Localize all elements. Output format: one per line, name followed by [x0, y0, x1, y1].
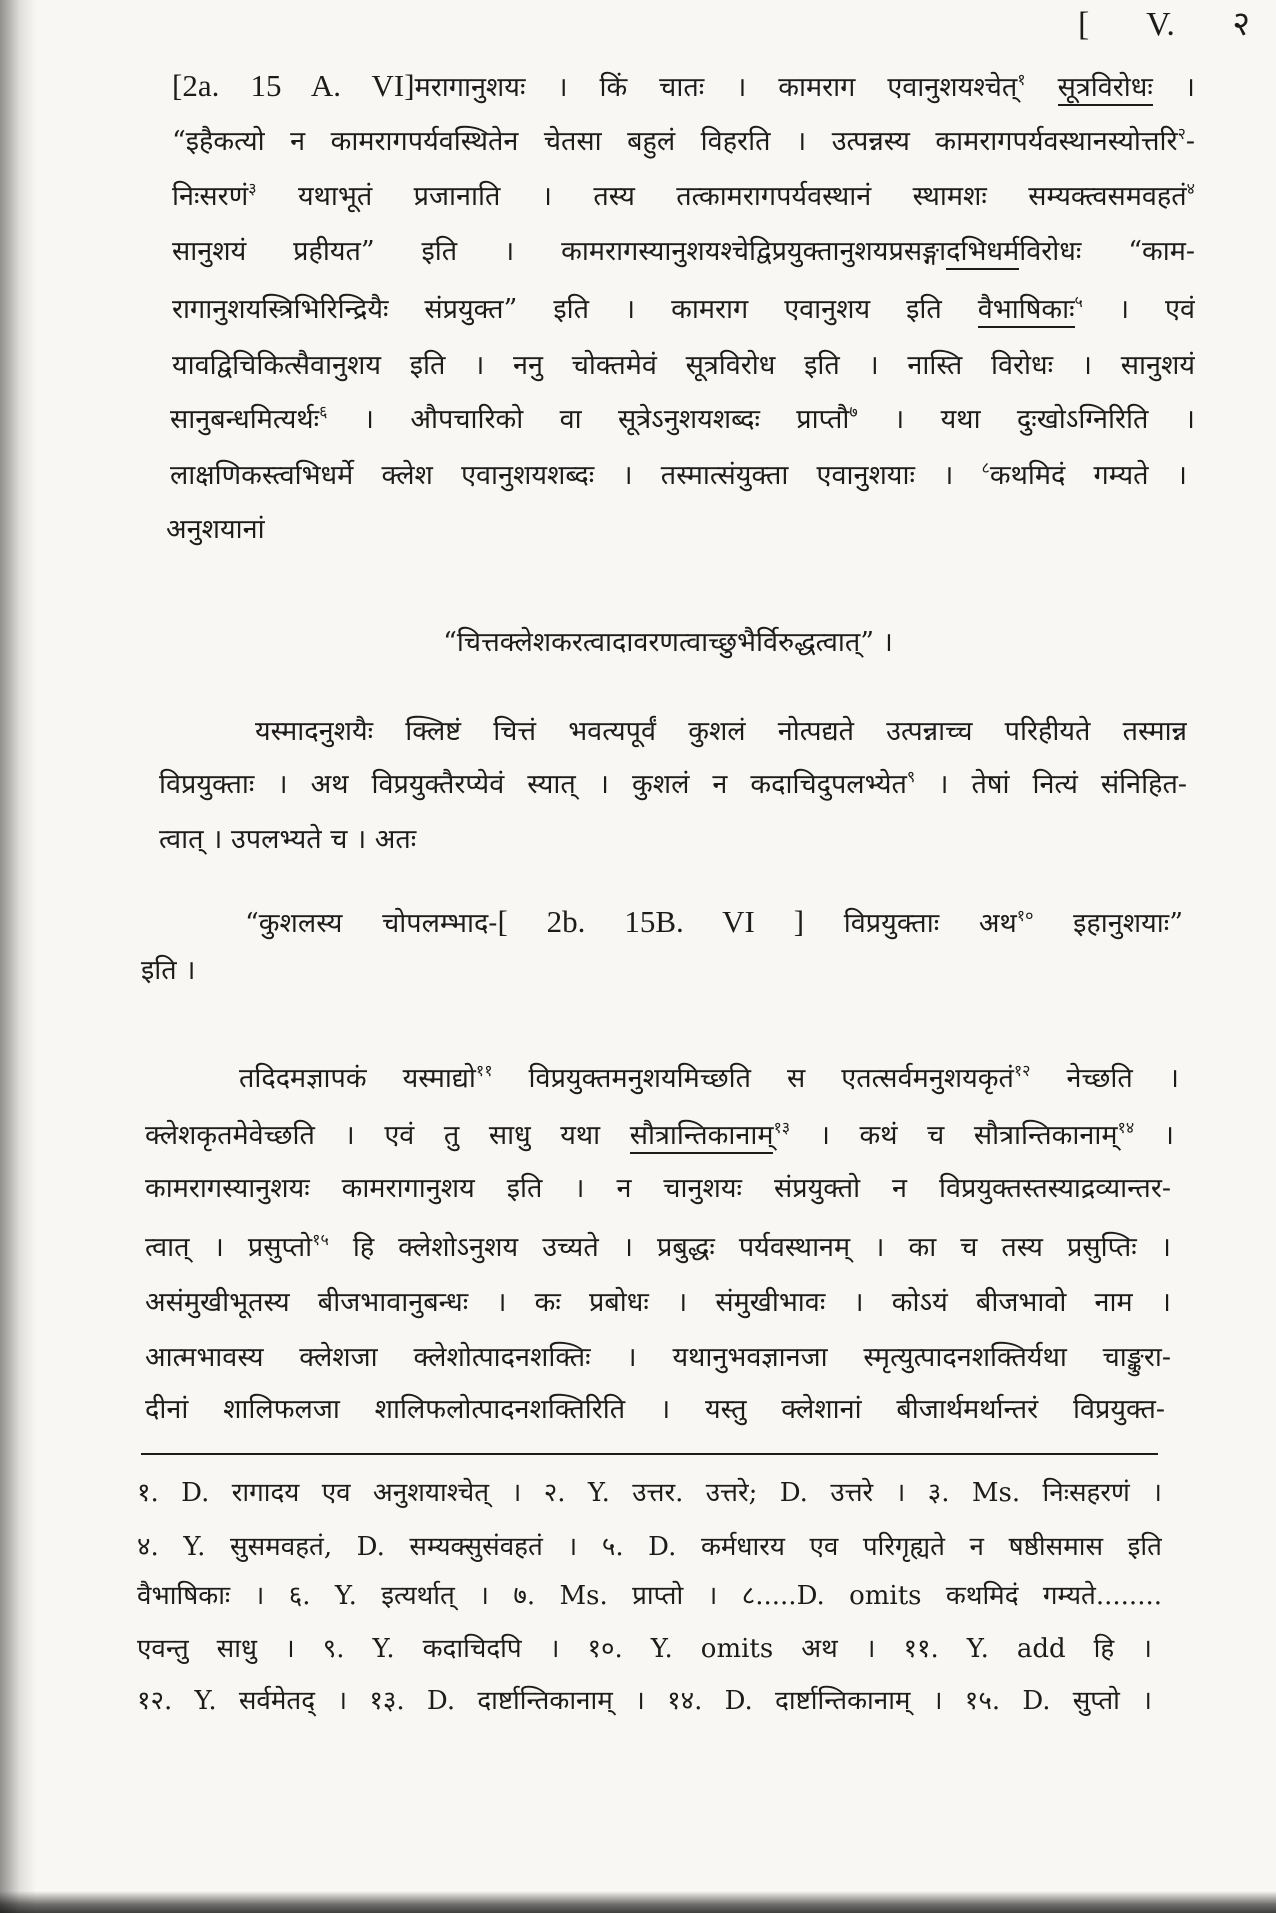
line-text [137, 1676, 1152, 1726]
text-line [145, 1223, 1171, 1273]
text-run: यस्मादनुशयैः क्लिष्टं चित्तं भवत्यपूर्वं कुशलं नोत्पद्यते उत्पन्नाच्च परिहीयते तस्मान्न [255, 716, 1187, 747]
footnote-rule [141, 1453, 1158, 1455]
text-line [172, 117, 1195, 167]
footnote-line [137, 1624, 1152, 1674]
text-line [145, 1278, 1171, 1328]
footnote-marker: ४ [1186, 179, 1195, 198]
text-run: “चित्तक्लेशकरत्वादावरणत्वाच्छुभैर्विरुद्धत्वात्” । [443, 627, 893, 658]
text-run: लाक्षणिकस्त्वभिधर्मे क्लेश एवानुशयशब्दः । तस्मात्संयुक्ता एवानुशयाः । [170, 460, 982, 491]
text-run: सानुबन्धमित्यर्थः [170, 404, 320, 435]
line-text [137, 1571, 1162, 1621]
line-text [137, 1468, 1162, 1518]
text-run: क्लेशकृतमेवेच्छति । एवं तु साधु यथा [145, 1120, 630, 1151]
line-text [145, 1111, 1174, 1161]
line-text [255, 707, 1187, 757]
text-run: इति । [141, 955, 196, 986]
text-run: दीनां शालिफलजा शालिफलोत्पादनशक्तिरिति । यस्तु क्लेशानां बीजार्थमर्थान्तरं विप्रयुक्त- [145, 1394, 1165, 1425]
text-run: यथाभूतं प्रजानाति । तस्य तत्कामरागपर्यवस्थानं स्थामशः सम्यक्त्वसमवहतं [256, 181, 1187, 212]
manuscript-folio-ref: [ 2b. 15B. VI ] [497, 904, 805, 939]
line-text [245, 897, 1183, 947]
footnote-marker: ११ [475, 1061, 493, 1080]
text-run: इहानुशयाः” [1033, 908, 1183, 939]
line-text [137, 1624, 1152, 1674]
text-line [172, 341, 1195, 391]
line-text [170, 451, 1187, 501]
line-text [141, 946, 195, 996]
footnote-marker: ८ [981, 458, 990, 477]
text-run: निःसरणं [172, 181, 249, 212]
text-line [145, 1333, 1171, 1383]
footnote-marker: १४ [1117, 1118, 1135, 1137]
footnote-text: वैभाषिकाः । ६. Y. इत्यर्थात् । ७. Ms. प्राप्तो । ८.....D. omits कथमिदं गम्यते........ [137, 1581, 1162, 1611]
footnote-text: एवन्तु साधु । ९. Y. कदाचिदपि । १०. Y. omits अथ । ११. Y. add हि । [137, 1634, 1152, 1664]
line-text [145, 1164, 1171, 1214]
line-text [172, 227, 1195, 277]
line-text [172, 117, 1195, 167]
text-line [145, 1385, 1165, 1435]
text-run: नेच्छति । [1030, 1063, 1179, 1094]
text-run: यावद्विचिकित्सैवानुशय इति । ननु चोक्तमेवं सूत्रविरोध इति । नास्ति विरोधः । सानुशयं [172, 350, 1195, 381]
verse-quote [300, 618, 1036, 668]
footnote-marker: १२ [1013, 1061, 1031, 1080]
text-line [170, 395, 1195, 445]
text-run: - [1185, 126, 1195, 157]
underlined-term: सौत्रान्तिकानाम् [630, 1120, 774, 1154]
text-run: । यथा दुःखोऽग्निरिति । [857, 404, 1195, 435]
footnote-marker: ९ [906, 767, 916, 786]
text-run [1026, 72, 1058, 103]
text-run: । कथं च सौत्रान्तिकानाम् [790, 1120, 1118, 1151]
underlined-term: सूत्रविरोधः [1058, 72, 1153, 106]
footnote-line [137, 1468, 1162, 1518]
text-run: । औपचारिको वा सूत्रेऽनुशयशब्दः प्राप्तौ [327, 404, 850, 435]
text-line [172, 61, 1195, 111]
text-run: कामरागस्यानुशयः कामरागानुशय इति । न चानुशयः संप्रयुक्तो न विप्रयुक्तस्तस्याद्रव्यान्तर- [145, 1173, 1171, 1204]
text-run: । एवं [1082, 294, 1195, 325]
line-text [443, 618, 893, 668]
text-line [145, 1111, 1174, 1161]
text-run: “कुशलस्य चोपलम्भाद- [245, 908, 498, 939]
text-run: विरोधः “काम- [1019, 236, 1195, 267]
text-line [159, 815, 859, 865]
text-run: असंमुखीभूतस्य बीजभावानुबन्धः । कः प्रबोधः । संमुखीभावः । कोऽयं बीजभावो नाम । [145, 1287, 1171, 1318]
footnote-line [137, 1571, 1162, 1621]
underlined-term: वैभाषिकाः [978, 294, 1075, 328]
text-line [255, 707, 1187, 757]
footnote-marker: १ [1017, 70, 1026, 89]
scan-edge-bottom [0, 1891, 1276, 1913]
text-run: आत्मभावस्य क्लेशजा क्लेशोत्पादनशक्तिः । यथानुभवज्ञानजा स्मृत्युत्पादनशक्तिर्यथा चाङ्कुरा- [145, 1342, 1171, 1373]
text-line [141, 946, 341, 996]
line-text [172, 172, 1195, 222]
text-run: सानुशयं प्रहीयत” इति । कामरागस्यानुशयश्चेद्विप्रयुक्तानुशयप्रसङ्गा [172, 236, 947, 267]
footnote-text: ४. Y. सुसमवहतं, D. सम्यक्सुसंवहतं । ५. D. कर्मधारय एव परिगृह्यते न षष्ठीसमास इति [137, 1532, 1162, 1562]
text-run: । [1134, 1120, 1174, 1151]
footnote-marker: १३ [773, 1118, 791, 1137]
footnote-marker: १५ [312, 1230, 329, 1249]
text-run: “इहैकत्यो न कामरागपर्यवस्थितेन चेतसा बहुलं विहरति । उत्पन्नस्य कामरागपर्यवस्थानस्योत्तरि [172, 126, 1178, 157]
text-line [159, 760, 1187, 810]
page-reference-text: [ V. २ [1078, 6, 1250, 43]
text-run: हि क्लेशोऽनुशय उच्यते । प्रबुद्धः पर्यवस्थानम् । का च तस्य प्रसुप्तिः । [328, 1232, 1171, 1263]
footnote-line [137, 1676, 1152, 1726]
text-line [170, 451, 1187, 501]
footnote-marker: ३ [248, 179, 257, 198]
line-text [145, 1223, 1171, 1273]
line-text [172, 285, 1195, 335]
line-text [1078, 0, 1250, 50]
line-text [239, 1054, 1179, 1104]
manuscript-folio-ref: [2a. 15 A. VI] [172, 68, 415, 103]
text-run: तदिदमज्ञापकं यस्माद्यो [239, 1063, 476, 1094]
text-run: मरागानुशयः । किं चातः । कामराग एवानुशयश्चेत् [414, 72, 1018, 103]
line-text [145, 1333, 1171, 1383]
text-run: । तेषां नित्यं संनिहित- [915, 769, 1187, 800]
footnote-line [137, 1522, 1162, 1572]
line-text [145, 1278, 1171, 1328]
text-line [172, 285, 1195, 335]
page-reference [1078, 0, 1250, 50]
text-run: अनुशयानां [166, 514, 265, 545]
footnote-marker: ५ [1074, 292, 1083, 311]
footnote-marker: २ [1177, 124, 1186, 143]
line-text [172, 341, 1195, 391]
text-run: विप्रयुक्तमनुशयमिच्छति स एतत्सर्वमनुशयकृतं [492, 1063, 1014, 1094]
footnote-text: १. D. रागादय एव अनुशयाश्चेत् । २. Y. उत्तर. उत्तरे; D. उत्तरे । ३. Ms. निःसहरणं । [137, 1478, 1162, 1508]
text-run: त्वात् । प्रसुप्तो [145, 1232, 313, 1263]
footnote-marker: १० [1016, 906, 1034, 925]
text-run: त्वात् । उपलभ्यते च । अतः [159, 824, 417, 855]
footnote-marker: ७ [849, 402, 858, 421]
text-run: विप्रयुक्ताः । अथ विप्रयुक्तैरप्येवं स्यात् । कुशलं न कदाचिदुपलभ्येत [159, 769, 907, 800]
binding-shadow [0, 0, 36, 1913]
line-text [145, 1385, 1165, 1435]
line-text [137, 1522, 1162, 1572]
text-line [172, 172, 1195, 222]
line-text [170, 395, 1195, 445]
text-run: । [1152, 72, 1195, 103]
verse-quote [245, 897, 1183, 947]
text-line [172, 227, 1195, 277]
line-text [166, 505, 265, 555]
footnote-marker: ६ [319, 402, 328, 421]
text-run: कथमिदं गम्यते । [989, 460, 1187, 491]
line-text [172, 61, 1195, 111]
text-line [145, 1164, 1171, 1214]
line-text [159, 815, 416, 865]
footnote-text: १२. Y. सर्वमेतद् । १३. D. दार्ष्टान्तिकानाम् । १४. D. दार्ष्टान्तिकानाम् । १५. D. सुप्तो । [137, 1686, 1152, 1716]
underlined-term: दभिधर्म [946, 236, 1019, 270]
text-run: रागानुशयस्त्रिभिरिन्द्रियैः संप्रयुक्त” इति । कामराग एवानुशय इति [172, 294, 978, 325]
text-line [166, 505, 566, 555]
text-run: विप्रयुक्ताः अथ [804, 908, 1017, 939]
text-line [239, 1054, 1179, 1104]
line-text [159, 760, 1187, 810]
